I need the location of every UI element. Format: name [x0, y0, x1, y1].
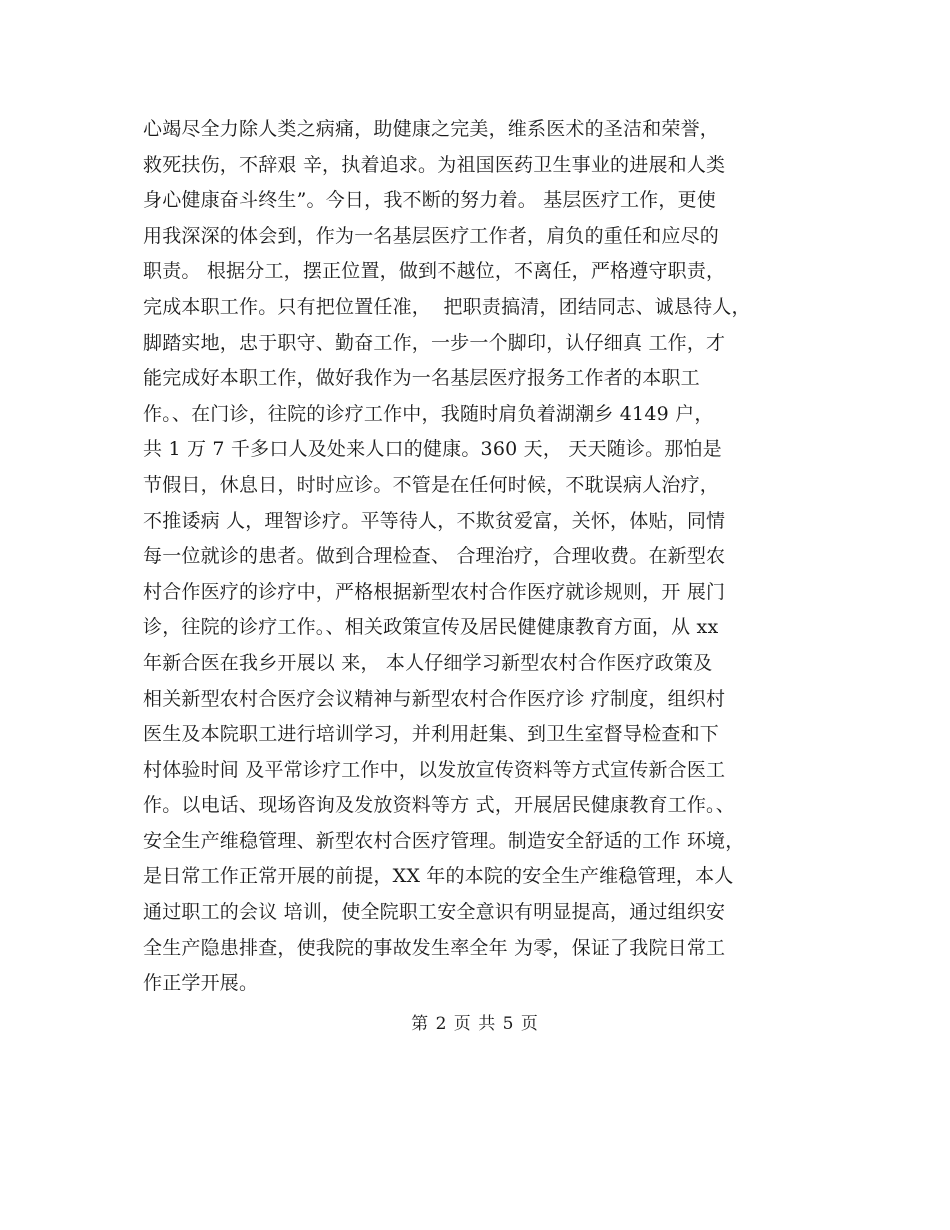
text-line: 能完成好本职工作，做好我作为一名基层医疗报务工作者的本职工 — [143, 367, 700, 390]
text-line: 相关新型农村合医疗会议精神与新型农村合作医疗诊 疗制度，组织村 — [143, 687, 726, 710]
text-line: 脚踏实地，忠于职守、勤奋工作，一步一个脚印，认仔细真 工作，才 — [143, 331, 726, 354]
text-line: 身心健康奋斗终生”。今日，我不断的努力着。 基层医疗工作，更使 — [143, 189, 716, 212]
text-line: 作正学开展。 — [143, 972, 259, 995]
text-line: 安全生产维稳管理、新型农村合医疗管理。制造安全舒适的工作 环境， — [143, 829, 745, 852]
text-line: 完成本职工作。只有把位置任准， 把职责搞清，团结同志、诚恳待人， — [143, 295, 751, 318]
text-line: 作。、在门诊，往院的诊疗工作中，我随时肩负着湖潮乡 4149 户， — [143, 402, 714, 425]
text-line: 心竭尽全力除人类之病痛，助健康之完美，维系医术的圣洁和荣誉， — [143, 118, 720, 140]
text-line: 用我深深的体会到，作为一名基层医疗工作者，肩负的重任和应尽的 — [143, 224, 720, 247]
text-line: 医生及本院职工进行培训学习，并利用赶集、到卫生室督导检查和下 — [143, 723, 720, 746]
body-text — [143, 112, 843, 1002]
page-footer: 第 2 页 共 5 页 — [411, 1014, 539, 1034]
text-line: 全生产隐患排查，使我院的事故发生率全年 为零，保证了我院日常工 — [143, 936, 726, 959]
text-line: 村合作医疗的诊疗中，严格根据新型农村合作医疗就诊规则，开 展门 — [143, 580, 726, 603]
text-line: 诊，往院的诊疗工作。、相关政策宣传及居民健健康教育方面，从 xx — [143, 616, 719, 639]
text-line: 不推诿病 人，理智诊疗。平等待人，不欺贫爱富，关怀，体贴，同情 — [143, 509, 726, 532]
text-line: 作。以电话、现场咨询及发放资料等方 式，开展居民健康教育工作。、 — [143, 794, 735, 817]
text-line: 通过职工的会议 培训，使全院职工安全意识有明显提高，通过组织安 — [143, 901, 726, 924]
text-line: 是日常工作正常开展的前提，XX 年的本院的安全生产维稳管理，本人 — [143, 865, 734, 888]
text-line: 救死扶伤，不辞艰 辛，执着追求。为祖国医药卫生事业的进展和人类 — [143, 153, 726, 176]
text-line: 每一位就诊的患者。做到合理检查、 合理治疗，合理收费。在新型农 — [143, 545, 726, 568]
text-line: 节假日，休息日，时时应诊。不管是在任何时候，不耽误病人治疗， — [143, 473, 720, 496]
text-line: 村体验时间 及平常诊疗工作中，以发放宣传资料等方式宣传新合医工 — [143, 758, 726, 781]
text-line: 共 1 万 7 千多口人及处来人口的健康。360 天， 天天随诊。那怕是 — [143, 438, 722, 461]
text-line: 年新合医在我乡开展以 来， 本人仔细学习新型农村合作医疗政策及 — [143, 651, 713, 674]
text-line: 职责。 根据分工，摆正位置，做到不越位，不离任，严格遵守职责， — [143, 260, 726, 283]
